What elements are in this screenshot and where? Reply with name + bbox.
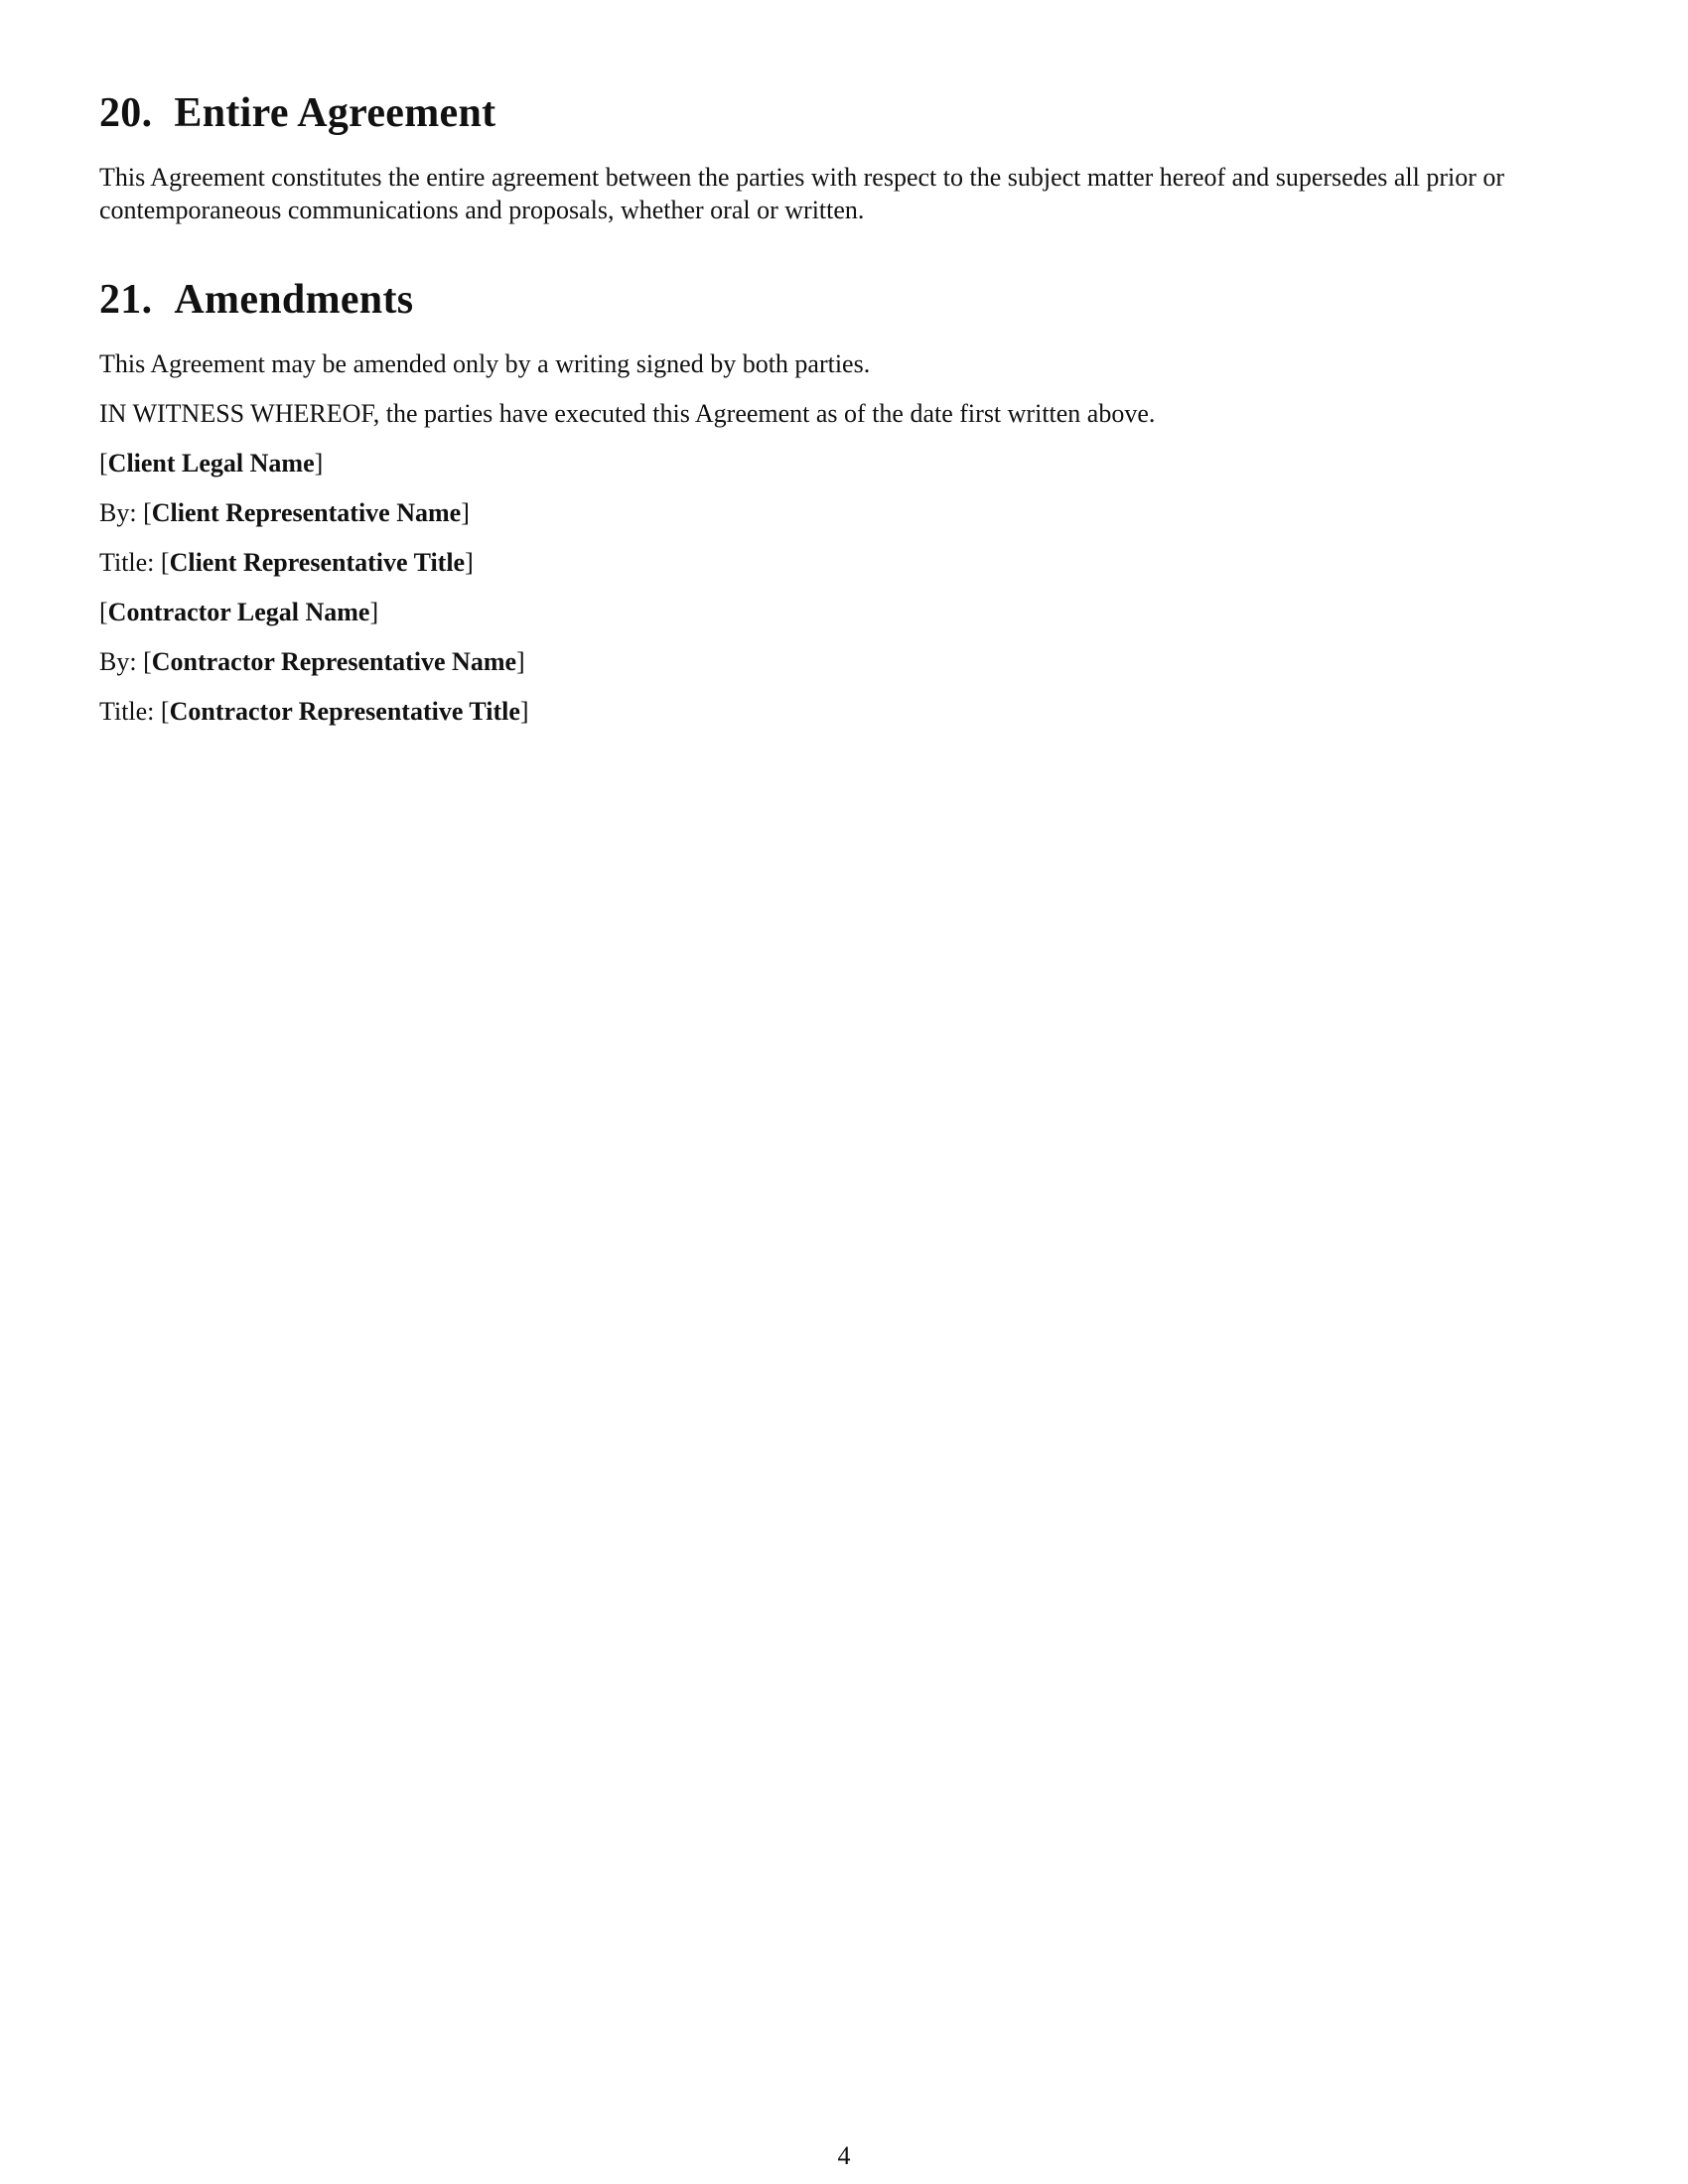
bracket-close: ] [369, 598, 379, 626]
contractor-representative-name: Contractor Representative Name [151, 647, 517, 676]
section-heading [99, 87, 1589, 139]
section-title: Entire Agreement [174, 90, 496, 136]
section-title: Amendments [174, 277, 414, 323]
contractor-title-line: Title: [Contractor Representative Title] [99, 697, 529, 726]
client-legal-name: Client Legal Name [107, 449, 315, 478]
bracket-open: [ [99, 449, 108, 478]
section-number: 21. [99, 277, 153, 323]
client-legal-name-line [99, 447, 1589, 479]
page-number: 4 [837, 2141, 851, 2170]
client-title-line: Title: [Client Representative Title] [99, 548, 474, 577]
section-number: 20. [99, 90, 153, 136]
client-by-line: By: [Client Representative Name] [99, 498, 470, 527]
client-representative-name: Client Representative Name [151, 498, 462, 527]
section-body: This Agreement may be amended only by a writing signed by both parties. [99, 349, 871, 378]
by-label: By: [99, 498, 144, 527]
section-body: This Agreement constitutes the entire agreement between the parties with respect to the subject matter hereof and supersedes all prior or contemporaneous communications and proposals, whether oral or written. [99, 163, 1505, 224]
bracket-close: ] [314, 449, 324, 478]
title-label: Title: [99, 697, 161, 726]
contractor-legal-name-line [99, 596, 1589, 628]
client-representative-title: Client Representative Title [169, 548, 466, 577]
contractor-representative-title: Contractor Representative Title [169, 697, 520, 726]
title-label: Title: [99, 548, 161, 577]
by-label: By: [99, 647, 144, 676]
section-entire-agreement [99, 87, 1589, 226]
section-amendments [99, 274, 1589, 728]
witness-statement: IN WITNESS WHEREOF, the parties have executed this Agreement as of the date first written above. [99, 399, 1156, 428]
contractor-legal-name: Contractor Legal Name [107, 598, 370, 626]
bracket-open: [ [99, 598, 108, 626]
contractor-by-line: By: [Contractor Representative Name] [99, 647, 525, 676]
section-heading [99, 274, 1589, 326]
document-page [99, 87, 1589, 745]
